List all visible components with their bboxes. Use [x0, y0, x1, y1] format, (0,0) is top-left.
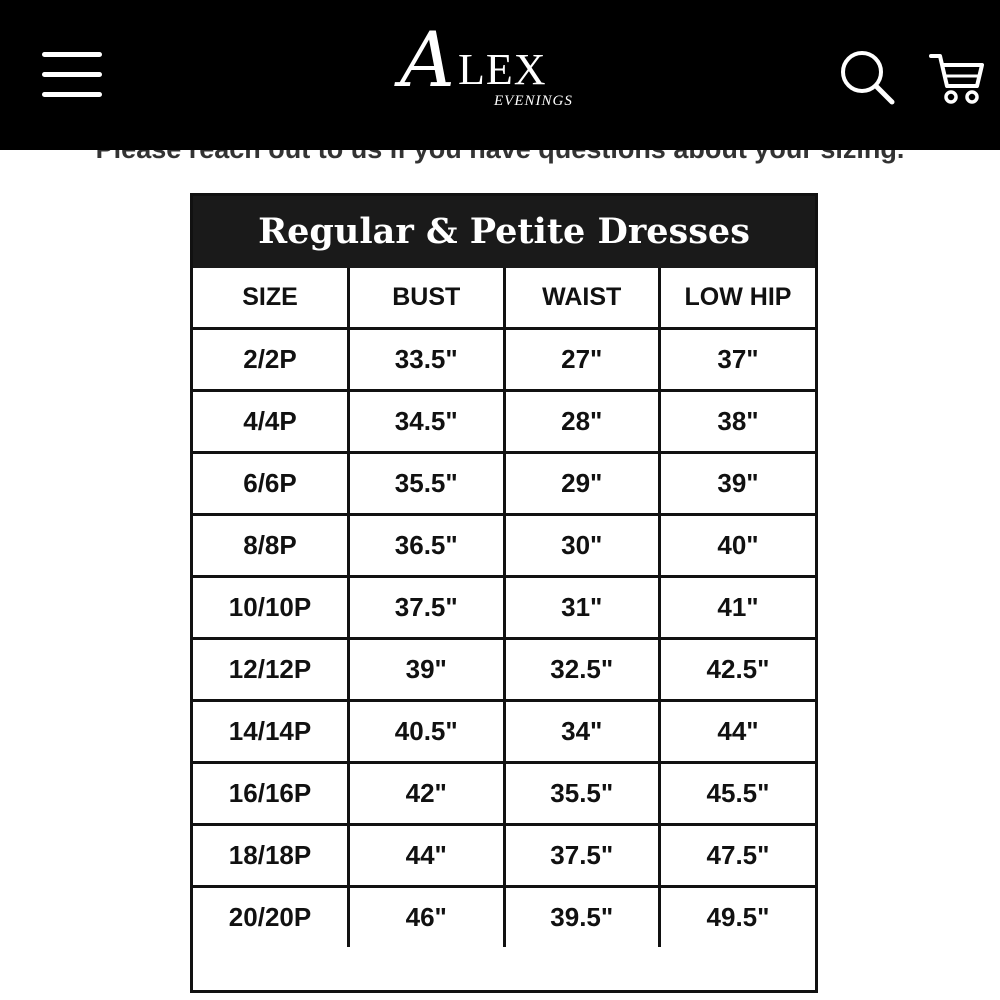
table-row [193, 701, 815, 763]
low-hip-cell: 45.5" [660, 763, 816, 825]
size-cell: 18/18P [193, 825, 349, 887]
waist-cell: 27" [504, 329, 660, 391]
menu-bar [42, 72, 102, 77]
brand-logo[interactable] [400, 15, 610, 118]
menu-bar [42, 92, 102, 97]
low-hip-cell: 44" [660, 701, 816, 763]
waist-cell: 35.5" [504, 763, 660, 825]
low-hip-cell: 37" [660, 329, 816, 391]
size-cell: 10/10P [193, 577, 349, 639]
size-cell: 8/8P [193, 515, 349, 577]
size-chart-title: Regular & Petite Dresses [193, 196, 815, 268]
waist-cell: 30" [504, 515, 660, 577]
waist-cell: 34" [504, 701, 660, 763]
low-hip-cell: 40" [660, 515, 816, 577]
column-header-waist: WAIST [504, 268, 660, 329]
logo-text: LEX [458, 45, 547, 94]
size-chart [190, 193, 818, 993]
bust-cell: 33.5" [349, 329, 505, 391]
bust-cell: 42" [349, 763, 505, 825]
size-cell: 2/2P [193, 329, 349, 391]
size-cell: 14/14P [193, 701, 349, 763]
column-header-low-hip: LOW HIP [660, 268, 816, 329]
cart-icon[interactable] [928, 50, 986, 108]
bust-cell: 46" [349, 887, 505, 948]
low-hip-cell: 47.5" [660, 825, 816, 887]
waist-cell: 31" [504, 577, 660, 639]
bust-cell: 34.5" [349, 391, 505, 453]
column-header-bust: BUST [349, 268, 505, 329]
low-hip-cell: 38" [660, 391, 816, 453]
table-row [193, 391, 815, 453]
low-hip-cell: 49.5" [660, 887, 816, 948]
column-header-size: SIZE [193, 268, 349, 329]
size-cell: 20/20P [193, 887, 349, 948]
bust-cell: 37.5" [349, 577, 505, 639]
low-hip-cell: 39" [660, 453, 816, 515]
table-row [193, 329, 815, 391]
menu-bar [42, 52, 102, 57]
logo-subtext: EVENINGS [494, 93, 573, 109]
table-header-row [193, 268, 815, 329]
table-row [193, 825, 815, 887]
bust-cell: 36.5" [349, 515, 505, 577]
waist-cell: 39.5" [504, 887, 660, 948]
size-cell: 16/16P [193, 763, 349, 825]
size-cell: 4/4P [193, 391, 349, 453]
table-row [193, 887, 815, 948]
table-row [193, 577, 815, 639]
bust-cell: 40.5" [349, 701, 505, 763]
table-row [193, 763, 815, 825]
bust-cell: 35.5" [349, 453, 505, 515]
waist-cell: 28" [504, 391, 660, 453]
waist-cell: 29" [504, 453, 660, 515]
search-icon[interactable] [838, 48, 898, 108]
table-row [193, 453, 815, 515]
table-row [193, 639, 815, 701]
bust-cell: 44" [349, 825, 505, 887]
logo-initial: A [400, 15, 455, 104]
low-hip-cell: 41" [660, 577, 816, 639]
site-header [0, 0, 1000, 150]
size-table [193, 268, 815, 947]
size-cell: 6/6P [193, 453, 349, 515]
bust-cell: 39" [349, 639, 505, 701]
size-cell: 12/12P [193, 639, 349, 701]
menu-icon[interactable] [42, 50, 102, 100]
low-hip-cell: 42.5" [660, 639, 816, 701]
waist-cell: 37.5" [504, 825, 660, 887]
table-row [193, 515, 815, 577]
waist-cell: 32.5" [504, 639, 660, 701]
